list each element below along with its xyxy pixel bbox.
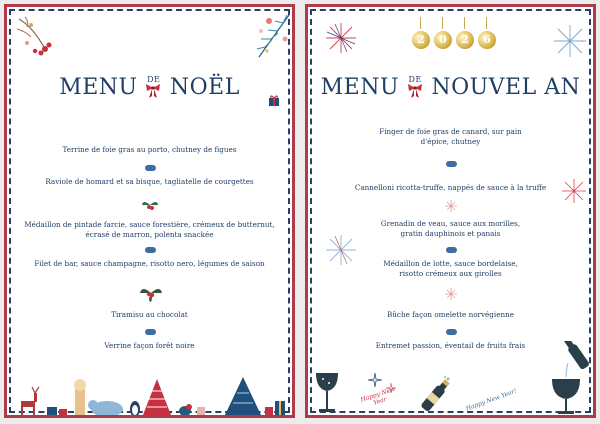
menu-item: Bûche façon omelette norvégienne	[387, 310, 514, 319]
bauble: 0	[434, 29, 452, 49]
title-de-word: DE	[147, 75, 160, 84]
separator-dot	[145, 165, 156, 171]
champagne-bottle-icon	[418, 375, 452, 417]
small-firework-icon	[444, 199, 458, 213]
separator-dot	[145, 329, 156, 335]
menu-title-nouvel-an	[308, 75, 593, 100]
menu-item: Verrine façon forêt noire	[104, 341, 195, 350]
separator-dot	[446, 329, 457, 335]
title-menu-word: MENU	[320, 75, 400, 100]
menu-title-noel	[7, 75, 292, 100]
happy-new-year-script: Happy New Year	[359, 385, 396, 407]
reindeer-icon	[21, 387, 39, 415]
menu-card-noel	[4, 4, 295, 418]
menu-item: Finger de foie gras de canard, sur pain d'épice, chutney	[379, 127, 522, 146]
title-noel-word: NOËL	[169, 75, 240, 100]
menu-item: Filet de bar, sauce champagne, risotto nero, légumes de saison	[34, 259, 265, 268]
menu-item: Grenadin de veau, sauce aux morilles, gratin dauphinois et panais	[380, 219, 521, 238]
separator-dot	[446, 161, 457, 167]
pine-branch-icon	[251, 13, 293, 61]
menu-item: Terrine de foie gras au porto, chutney de figues	[62, 145, 237, 154]
year-baubles	[412, 29, 496, 55]
holly-berries-icon	[15, 13, 57, 57]
separator-dot	[446, 247, 457, 253]
menu-item: Entremet passion, éventail de fruits frais	[375, 341, 526, 350]
small-firework-icon	[444, 287, 458, 301]
firework-icon	[324, 21, 358, 55]
holly-icon	[141, 197, 159, 213]
separator-dot	[145, 247, 156, 253]
menu-item: Tiramisu au chocolat	[111, 310, 188, 319]
title-de-word: DE	[409, 75, 422, 84]
title-menu-word: MENU	[59, 75, 138, 100]
menu-item: Médaillon de pintade farcie, sauce forestière, crémeux de butternut, écrasé de marron, polenta snackée	[24, 220, 275, 239]
red-bow-icon	[407, 84, 423, 98]
menu-item: Raviole de homard et sa bisque, tagliatelle de courgettes	[45, 177, 254, 186]
bauble: 2	[456, 29, 474, 49]
winter-village-scene	[11, 375, 291, 418]
bauble: 6	[478, 29, 496, 49]
menu-item: Médaillon de lotte, sauce bordelaise, risotto crémeux aux girolles	[383, 259, 518, 278]
red-bow-icon	[145, 84, 161, 98]
happy-new-year-script: Happy New Year!	[465, 387, 518, 413]
holly-icon	[139, 283, 163, 303]
champagne-glass-icon	[314, 371, 340, 417]
firework-icon	[324, 233, 358, 267]
bauble: 2	[412, 29, 430, 49]
star-icon	[368, 373, 382, 387]
menu-card-nouvel-an	[305, 4, 596, 418]
bottle-and-glass-icon	[546, 341, 592, 418]
firework-icon	[552, 23, 588, 59]
menu-item: Cannelloni ricotta-truffe, nappés de sauce à la truffe	[354, 183, 547, 192]
title-nouvel-an-word: NOUVEL AN	[431, 75, 581, 100]
